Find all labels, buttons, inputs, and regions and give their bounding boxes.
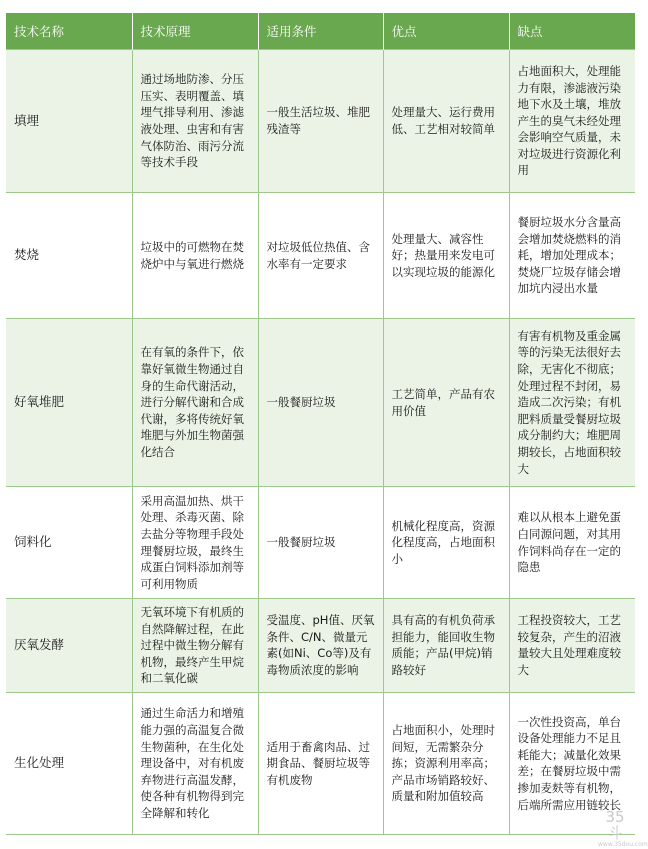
document-page (6, 13, 635, 835)
cell-cons: 占地面积大，处理能力有限，渗滤液污染地下水及土壤，堆放产生的臭气未经处理会影响空气质量，未对垃圾进行资源化利用 (509, 50, 635, 193)
table-row-aerobic-composting (6, 319, 635, 487)
waste-treatment-comparison-table (6, 13, 635, 835)
cell-principle: 通过场地防渗、分压压实、表明覆盖、填埋气排导利用、渗滤液处理、虫害和有害气体防治、雨污分流等技术手段 (132, 50, 258, 193)
cell-conditions: 一般餐厨垃圾 (258, 487, 383, 599)
cell-pros: 机械化程度高，资源化程度高，占地面积小 (383, 487, 509, 599)
cell-name: 生化处理 (6, 692, 132, 834)
cell-principle: 在有氧的条件下，依靠好氧微生物通过自身的生命代谢活动，进行分解代谢和合成代谢，多将传统好氧堆肥与外加生物菌强化结合 (132, 319, 258, 487)
header-cons: 缺点 (509, 13, 635, 50)
cell-principle: 采用高温加热、烘干处理、杀毒灭菌、除去盐分等物理手段处理餐厨垃圾，最终生成蛋白饲料添加剂等可利用物质 (132, 487, 258, 599)
watermark-logo: 35斗 (605, 808, 625, 842)
cell-name: 好氧堆肥 (6, 319, 132, 487)
watermark-url: www.35dou.com (598, 841, 648, 848)
site-watermark (598, 808, 648, 848)
cell-cons: 工程投资较大，工艺较复杂，产生的沼液量较大且处理难度较大 (509, 599, 635, 693)
cell-cons: 有害有机物及重金属等的污染无法很好去除，无害化不彻底；处理过程不封闭，易造成二次污染；有机肥料质量受餐厨垃圾成分制约大；堆肥周期较长，占地面积较大 (509, 319, 635, 487)
cell-cons: 餐厨垃圾水分含量高会增加焚烧燃料的消耗，增加处理成本；焚烧厂垃圾存储会增加坑内浸出水量 (509, 193, 635, 319)
table-row-landfill (6, 50, 635, 193)
cell-conditions: 适用于畜禽肉品、过期食品、餐厨垃圾等有机废物 (258, 692, 383, 834)
cell-cons: 一次性投资高，单台设备处理能力不足且耗能大；减量化效果差；在餐厨垃圾中需掺加麦麸等有机物，后端所需应用链较长 (509, 692, 635, 834)
cell-conditions: 受温度、pH值、厌氧条件、C/N、微量元素(如Ni、Co等)及有毒物质浓度的影响 (258, 599, 383, 693)
cell-conditions: 一般餐厨垃圾 (258, 319, 383, 487)
cell-name: 饲料化 (6, 487, 132, 599)
table-row-anaerobic-fermentation (6, 599, 635, 693)
cell-pros: 处理量大、运行费用低、工艺相对较简单 (383, 50, 509, 193)
header-tech-name: 技术名称 (6, 13, 132, 50)
cell-conditions: 一般生活垃圾、堆肥残渣等 (258, 50, 383, 193)
cell-principle: 垃圾中的可燃物在焚烧炉中与氧进行燃烧 (132, 193, 258, 319)
table-body (6, 50, 635, 835)
cell-principle: 无氧环境下有机质的自然降解过程，在此过程中微生物分解有机物，最终产生甲烷和二氧化碳 (132, 599, 258, 693)
table-row-incineration (6, 193, 635, 319)
header-tech-principle: 技术原理 (132, 13, 258, 50)
cell-name: 厌氧发酵 (6, 599, 132, 693)
cell-conditions: 对垃圾低位热值、含水率有一定要求 (258, 193, 383, 319)
cell-pros: 具有高的有机负荷承担能力，能回收生物质能；产品(甲烷)销路较好 (383, 599, 509, 693)
header-conditions: 适用条件 (258, 13, 383, 50)
header-row (6, 13, 635, 50)
table-row-feed-conversion (6, 487, 635, 599)
cell-pros: 工艺简单，产品有农用价值 (383, 319, 509, 487)
cell-cons: 难以从根本上避免蛋白同源问题，对其用作饲料尚存在一定的隐患 (509, 487, 635, 599)
table-row-biochemical-treatment (6, 692, 635, 834)
cell-name: 填埋 (6, 50, 132, 193)
cell-pros: 处理量大、减容性好；热量用来发电可以实现垃圾的能源化 (383, 193, 509, 319)
cell-principle: 通过生命活力和增殖能力强的高温复合微生物菌种，在生化处理设备中，对有机废弃物进行高温发酵，使各种有机物得到完全降解和转化 (132, 692, 258, 834)
cell-name: 焚烧 (6, 193, 132, 319)
table-header (6, 13, 635, 50)
header-pros: 优点 (383, 13, 509, 50)
cell-pros: 占地面积小，处理时间短，无需繁杂分拣；资源利用率高；产品市场销路较好、质量和附加值较高 (383, 692, 509, 834)
